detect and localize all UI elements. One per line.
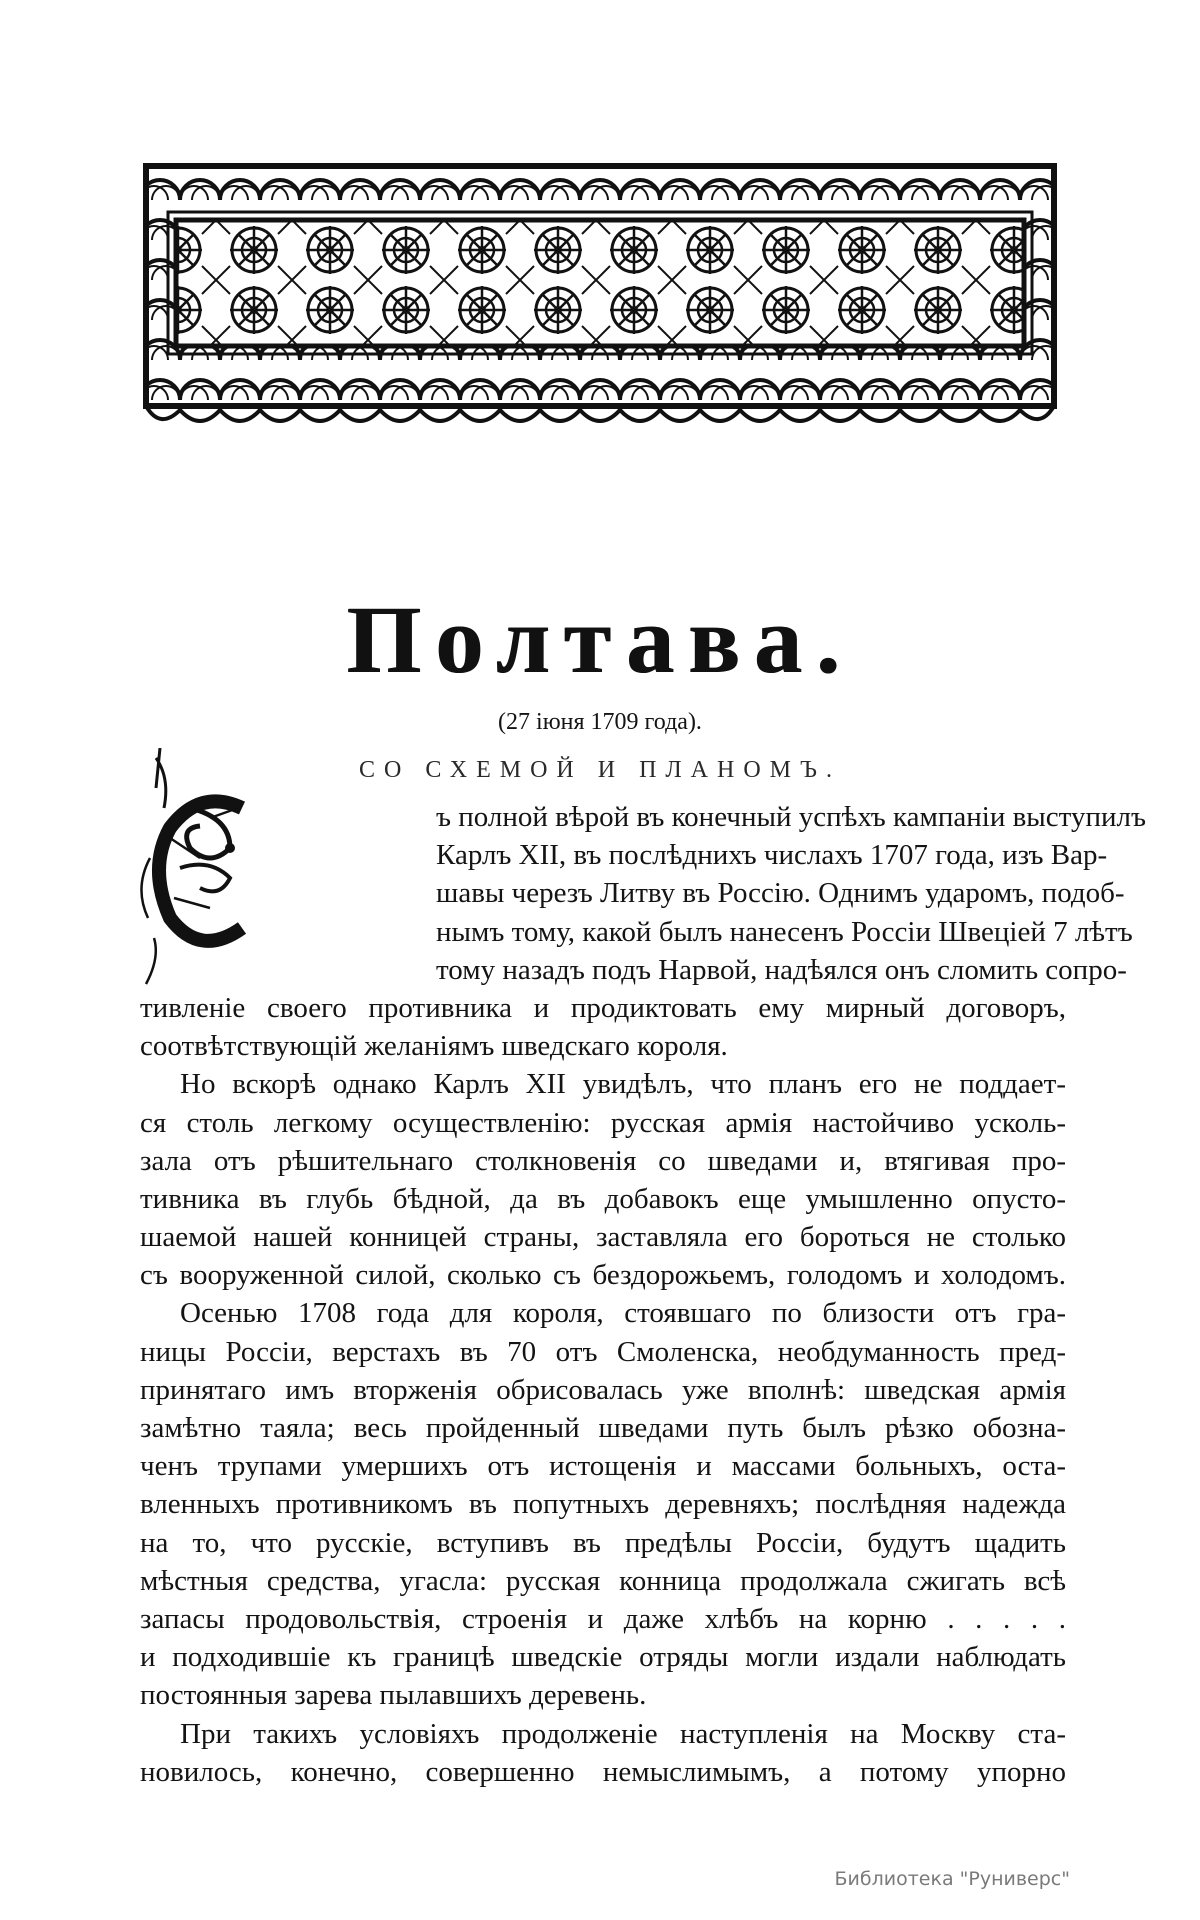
- text-line: Но вскорѣ однако Карлъ XII увидѣлъ, что планъ его не поддает-: [180, 1068, 1066, 1101]
- text-line: ницы Россіи, верстахъ въ 70 отъ Смоленска, необдуманность пред-: [140, 1335, 1066, 1368]
- text-line: вленныхъ противникомъ въ попутныхъ деревняхъ; послѣдняя надежда: [140, 1488, 1066, 1521]
- text-line: шавы черезъ Литву въ Россію. Однимъ ударомъ, подоб-: [436, 877, 1125, 910]
- text-line: на то, что русскіе, вступивъ въ предѣлы Россіи, будутъ щадить: [140, 1526, 1066, 1559]
- text-line: принятаго имъ вторженія обрисовалась уже вполнѣ: шведская армія: [140, 1373, 1066, 1406]
- ornamental-header-band: [140, 160, 1060, 432]
- text-line: При такихъ условіяхъ продолженіе наступленія на Москву ста-: [180, 1717, 1066, 1750]
- text-line: зала отъ рѣшительнаго столкновенія со шведами и, втягивая про-: [140, 1144, 1066, 1177]
- text-line: замѣтно таяла; весь пройденный шведами путь былъ рѣзко обозна-: [140, 1412, 1066, 1444]
- text-line: постоянныя зарева пылавшихъ деревень.: [140, 1679, 647, 1712]
- paragraph-3: [140, 1294, 1066, 1714]
- paragraph-1: [140, 798, 1146, 1065]
- text-line: мѣстныя средства, угасла: русская конница продолжала сжигать всѣ: [140, 1564, 1066, 1597]
- paragraph-2: [140, 1065, 1066, 1294]
- text-line: тому назадъ подъ Нарвой, надѣялся онъ сломить сопро-: [436, 953, 1127, 986]
- scheme-note: СО СХЕМОЙ И ПЛАНОМЪ.: [359, 757, 841, 783]
- library-watermark: Библиотека "Руниверс": [834, 1868, 1070, 1890]
- text-line: Осенью 1708 года для короля, стоявшаго по близости отъ гра-: [180, 1297, 1066, 1330]
- date-subtitle: (27 іюня 1709 года).: [498, 709, 702, 735]
- body-text: [140, 798, 1146, 1791]
- text-line: ся столь легкому осуществленію: русская армія настойчиво усколь-: [140, 1106, 1066, 1139]
- text-line: новилось, конечно, совершенно немыслимымъ, а потому упорно: [140, 1755, 1066, 1788]
- text-line: шаемой нашей конницей страны, заставляла его бороться не столько: [140, 1221, 1066, 1254]
- text-line: Карлъ XII, въ послѣднихъ числахъ 1707 года, изъ Вар-: [436, 839, 1108, 872]
- text-line: тивника въ глубь бѣдной, да въ добавокъ еще умышленно опусто-: [140, 1182, 1066, 1215]
- text-line: и подходившіе къ границѣ шведскіе отряды могли издали наблюдать: [140, 1641, 1066, 1674]
- text-line: ъ полной вѣрой въ конечный успѣхъ кампаніи выступилъ: [436, 801, 1146, 833]
- text-line: съ вооруженной силой, сколько съ бездорожьемъ, голодомъ и холодомъ.: [140, 1259, 1066, 1292]
- text-line: тивленіе своего противника и продиктовать ему мирный договоръ,: [140, 991, 1066, 1024]
- text-line: соотвѣтствующій желаніямъ шведскаго короля.: [140, 1030, 728, 1063]
- paragraph-4: [140, 1715, 1066, 1791]
- page-title: Полтава.: [346, 586, 854, 693]
- text-line: нымъ тому, какой былъ нанесенъ Россіи Швеціей 7 лѣтъ: [436, 915, 1133, 948]
- text-line: запасы продовольствія, строенія и даже хлѣбъ на корню . . . . .: [140, 1602, 1066, 1635]
- text-line: ченъ трупами умершихъ отъ истощенія и массами больныхъ, оста-: [140, 1450, 1066, 1483]
